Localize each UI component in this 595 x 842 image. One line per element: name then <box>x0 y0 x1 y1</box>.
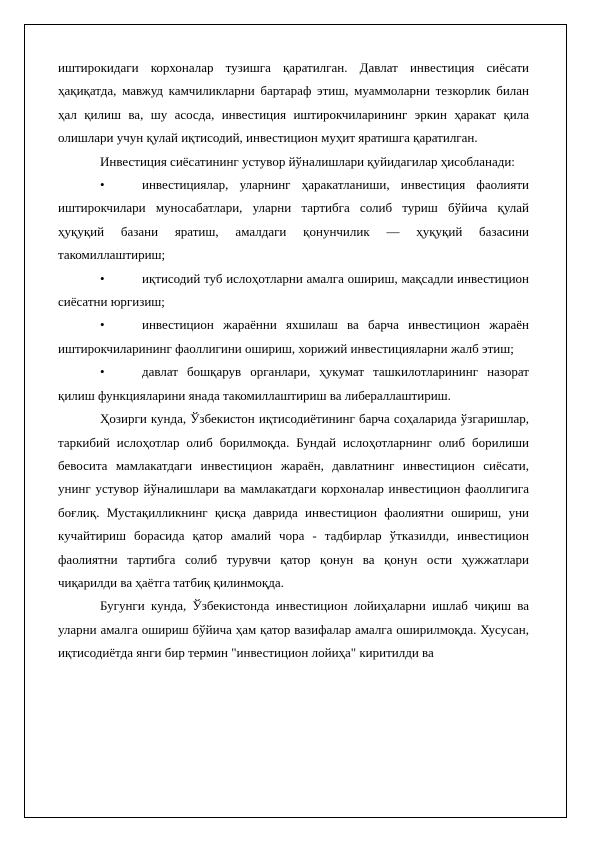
paragraph-intro: иштирокидаги корхоналар тузишга қаратилган. Давлат инвестиция сиёсати ҳақиқатда, мавжуд камчиликларни бартараф этиш, муаммоларни тезкорлик билан ҳал қилиш ва, шу асосда, инвестиция иштирокчиларининг эркин ҳаракат қила олишлари учун қулай иқтисодий, инвестицион муҳит яратишга қаратилган. <box>58 60 529 146</box>
bullet-mark: • <box>100 317 105 333</box>
document-body <box>58 56 529 665</box>
bullet-mark: • <box>100 270 105 286</box>
bullet-item <box>58 173 529 267</box>
bullet-item <box>58 313 529 360</box>
bullet-mark: • <box>100 364 105 380</box>
bullet-text: инвестициялар, уларнинг ҳаракатланиши, инвестиция фаолияти иштирокчилари муносабатлари, уларни тартибга солиб туриш бўйича қулай ҳуқуқий базани яратиш, амалдаги қонунчилик — ҳуқуқий базасини такомиллаштириш; <box>58 177 529 263</box>
bullet-text: инвестицион жараённи яхшилаш ва барча инвестицион жараён иштирокчиларининг фаоллигини ошириш, хорижий инвестицияларни жалб этиш; <box>58 317 529 356</box>
paragraph-reforms: Ҳозирги кунда, Ўзбекистон иқтисодиётининг барча соҳаларида ўзгаришлар, таркибий ислоҳотлар олиб борилмоқда. Бундай ислоҳотларнинг олиб борилиши бевосита мамлакатдаги инвестицион жараён, давлатнинг инвестицион сиёсати, унинг устувор йўналишлари ва мамлакатдаги корхоналар инвестицион фаоллигига боғлиқ. Мустақилликнинг қисқа даврида инвестицион фаолиятни ошириш, уни кучайтириш борасида қатор амалий чора - тадбирлар ўтказилди, инвестицион фаолиятни тартибга солиб турувчи қатор қонун ва қонун ости ҳужжатлари чиқарилди ва ҳаётга татбиқ қилинмоқда. <box>58 411 529 590</box>
bullet-text: иқтисодий туб ислоҳотларни амалга ошириш, мақсадли инвестицион сиёсатни юргизиш; <box>58 270 529 310</box>
bullet-item <box>58 360 529 407</box>
paragraph-investment-projects: Бугунги кунда, Ўзбекистонда инвестицион лойиҳаларни ишлаб чиқиш ва уларни амалга ошириш бўйича ҳам қатор вазифалар амалга оширилмоқда. Хусусан, иқтисодиётда янги бир термин "инвестицион лойиҳа" киритилди ва <box>58 598 529 661</box>
bullet-mark: • <box>100 177 105 193</box>
bullet-text: давлат бошқарув органлари, ҳукумат ташкилотларининг назорат қилиш функцияларини янада такомиллаштириш ва либераллаштириш. <box>58 364 529 403</box>
bullet-item <box>58 267 529 314</box>
paragraph-priorities-heading: Инвестиция сиёсатининг устувор йўналишлари қуйидагилар ҳисобланади: <box>100 153 515 169</box>
